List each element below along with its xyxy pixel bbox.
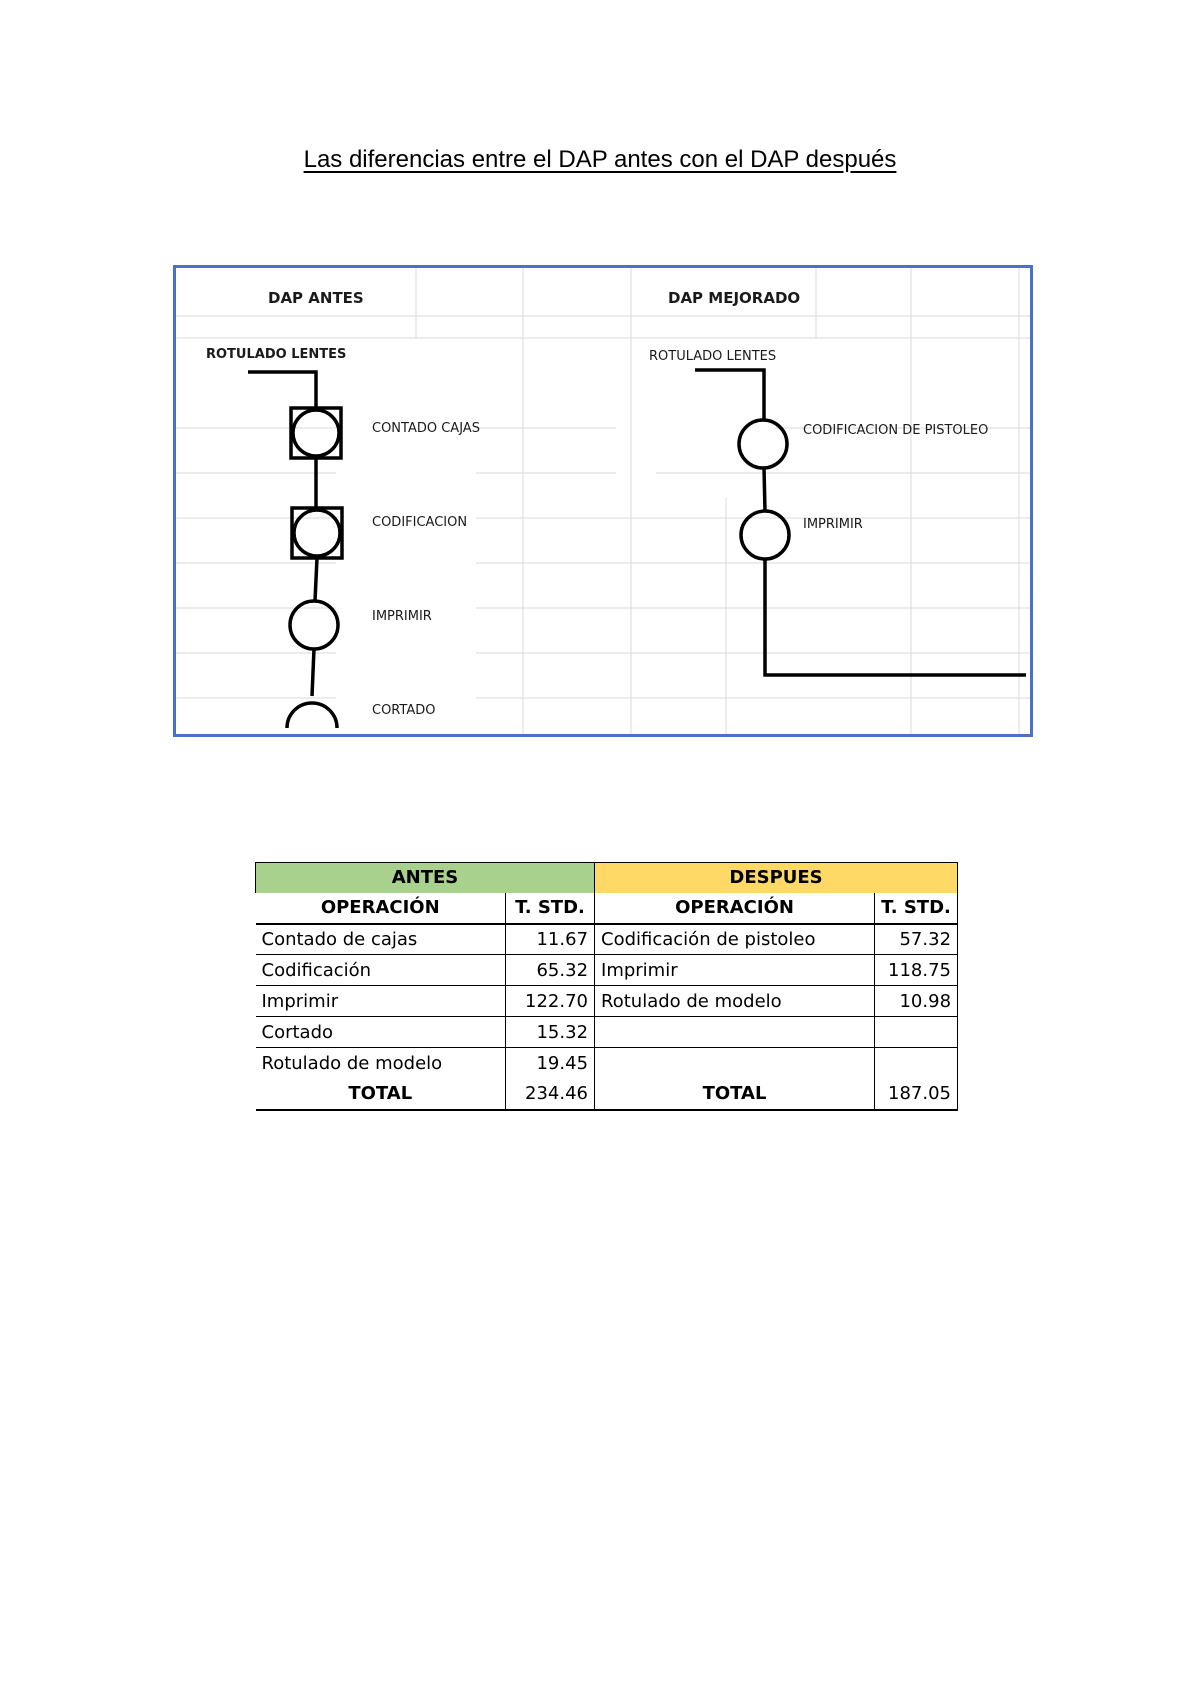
- table-row: [256, 924, 958, 955]
- antes-time-cell: 65.32: [506, 955, 595, 986]
- operation-circle-symbol: [287, 703, 337, 728]
- antes-op-cell: Codificación: [256, 955, 506, 986]
- dap-antes-flow: [248, 372, 342, 728]
- antes-op-cell: Rotulado de modelo: [261, 1052, 443, 1074]
- table-row: [256, 1017, 958, 1048]
- page-title: Las diferencias entre el DAP antes con el DAP después: [303, 146, 897, 173]
- table-row: [256, 1048, 958, 1079]
- despues-time-cell: [875, 1048, 958, 1079]
- dap-mejorado-heading: DAP MEJORADO: [668, 289, 801, 307]
- operation-circle-symbol: [293, 410, 339, 456]
- dap-antes-start-label: ROTULADO LENTES: [206, 347, 347, 362]
- dap-mejorado-step-2: IMPRIMIR: [803, 517, 863, 532]
- despues-time-cell: [875, 1017, 958, 1048]
- table-row: [256, 986, 958, 1017]
- antes-total-label: TOTAL: [256, 1079, 506, 1110]
- despues-op-cell: Rotulado de modelo: [595, 986, 875, 1017]
- dap-antes-step-3: IMPRIMIR: [372, 609, 432, 624]
- dap-antes-step-4: CORTADO: [372, 703, 436, 718]
- despues-group-header: DESPUES: [595, 863, 958, 893]
- despues-op-cell: Imprimir: [595, 955, 875, 986]
- dap-antes-step-2: CODIFICACION: [372, 515, 468, 530]
- antes-total-value: 234.46: [506, 1079, 595, 1110]
- despues-col-operacion: OPERACIÓN: [595, 893, 875, 924]
- dap-diagram: [173, 265, 1033, 737]
- despues-time-cell: 118.75: [875, 955, 958, 986]
- antes-col-tstd: T. STD.: [506, 893, 595, 924]
- despues-op-cell: Codificación de pistoleo: [595, 924, 875, 955]
- antes-op-cell: Imprimir: [256, 986, 506, 1017]
- operation-circle-symbol: [739, 420, 787, 468]
- dap-antes-heading: DAP ANTES: [268, 289, 364, 307]
- despues-total-value: 187.05: [875, 1079, 958, 1110]
- despues-total-label: TOTAL: [595, 1079, 875, 1110]
- despues-op-cell: [595, 1048, 875, 1079]
- operation-circle-symbol: [294, 510, 340, 556]
- antes-group-header: ANTES: [256, 863, 595, 893]
- antes-op-cell: Contado de cajas: [256, 924, 506, 955]
- antes-op-cell: Cortado: [256, 1017, 506, 1048]
- total-row: [256, 1079, 958, 1110]
- despues-time-cell: 10.98: [875, 986, 958, 1017]
- dap-mejorado-step-1: CODIFICACION DE PISTOLEO: [803, 423, 989, 438]
- antes-time-cell: 11.67: [506, 924, 595, 955]
- antes-time-cell: 122.70: [506, 986, 595, 1017]
- dap-diagram-svg: [176, 268, 1030, 734]
- spreadsheet-grid: [176, 268, 1030, 734]
- despues-time-cell: 57.32: [875, 924, 958, 955]
- despues-col-tstd: T. STD.: [875, 893, 958, 924]
- dap-antes-step-1: CONTADO CAJAS: [372, 421, 480, 436]
- times-comparison-table: [255, 862, 958, 1111]
- antes-time-cell: 15.32: [506, 1017, 595, 1048]
- dap-mejorado-start-label: ROTULADO LENTES: [649, 349, 777, 364]
- antes-col-operacion: OPERACIÓN: [256, 893, 506, 924]
- antes-time-cell: 19.45: [506, 1048, 595, 1079]
- despues-op-cell: [595, 1017, 875, 1048]
- table-row: [256, 955, 958, 986]
